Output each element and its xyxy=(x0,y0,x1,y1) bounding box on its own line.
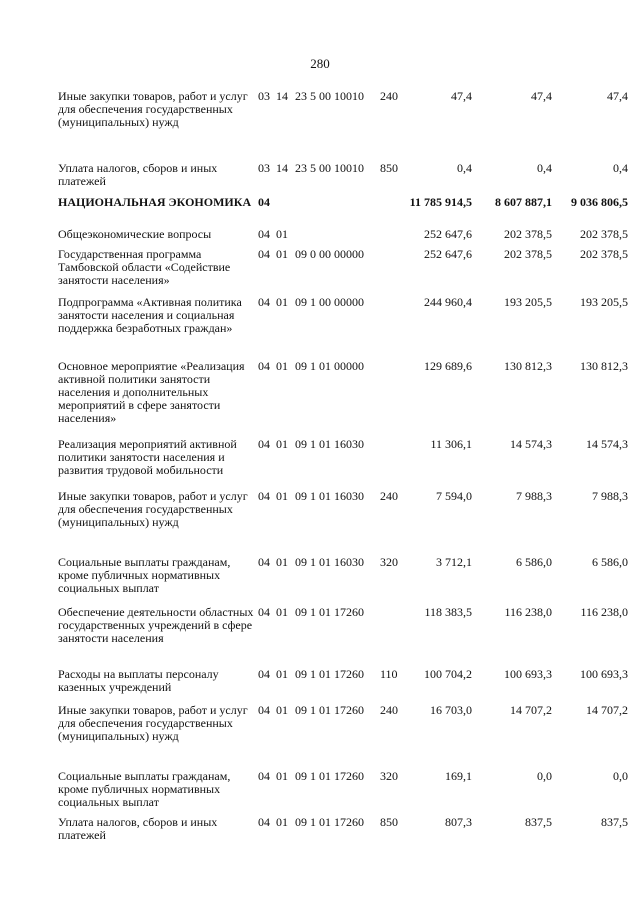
row-value-year1: 3 712,1 xyxy=(436,555,472,569)
row-name: Уплата налогов, сборов и иных платежей xyxy=(58,815,218,842)
row-name: Социальные выплаты гражданам, кроме публичных нормативных социальных выплат xyxy=(58,555,231,595)
row-value-year2: 14 707,2 xyxy=(510,703,552,717)
row-value-year1: 0,4 xyxy=(457,161,472,175)
row-value-year1: 129 689,6 xyxy=(424,359,472,373)
row-section: 03 xyxy=(258,89,270,103)
row-value-year2: 14 574,3 xyxy=(510,437,552,451)
row-value-year3: 130 812,3 xyxy=(580,359,628,373)
row-value-year3: 0,4 xyxy=(613,161,628,175)
row-value-year2: 100 693,3 xyxy=(504,667,552,681)
row-target-code: 09 1 01 16030 xyxy=(295,555,364,569)
row-value-year1: 252 647,6 xyxy=(424,227,472,241)
row-section: 04 xyxy=(258,769,270,783)
row-value-year3: 47,4 xyxy=(607,89,628,103)
row-section: 04 xyxy=(258,489,270,503)
row-value-year2: 116 238,0 xyxy=(504,605,552,619)
page-number: 280 xyxy=(310,56,330,71)
row-target-code: 09 1 01 16030 xyxy=(295,437,364,451)
row-target-code: 09 0 00 00000 xyxy=(295,247,364,261)
row-subsection: 01 xyxy=(276,555,288,569)
row-subsection: 14 xyxy=(276,89,288,103)
row-value-year3: 100 693,3 xyxy=(580,667,628,681)
row-section: 04 xyxy=(258,815,270,829)
row-value-year3: 14 574,3 xyxy=(586,437,628,451)
row-target-code: 09 1 01 16030 xyxy=(295,489,364,503)
row-section: 04 xyxy=(258,667,270,681)
row-expense-type: 850 xyxy=(380,161,398,175)
row-value-year2: 8 607 887,1 xyxy=(495,195,552,209)
row-section: 04 xyxy=(258,437,270,451)
row-value-year3: 9 036 806,5 xyxy=(571,195,628,209)
row-value-year2: 47,4 xyxy=(531,89,552,103)
row-value-year3: 0,0 xyxy=(613,769,628,783)
row-subsection: 01 xyxy=(276,769,288,783)
row-name: Основное мероприятие «Реализация активной политики занятости населения и дополнительных мероприятий в сфере занятости населения» xyxy=(58,359,245,425)
row-name: Иные закупки товаров, работ и услуг для обеспечения государственных (муниципальных) нужд xyxy=(58,89,248,129)
row-value-year2: 202 378,5 xyxy=(504,227,552,241)
row-target-code: 09 1 01 17260 xyxy=(295,605,364,619)
row-expense-type: 110 xyxy=(380,667,398,681)
row-expense-type: 240 xyxy=(380,703,398,717)
row-subsection: 14 xyxy=(276,161,288,175)
row-value-year3: 193 205,5 xyxy=(580,295,628,309)
row-section: 03 xyxy=(258,161,270,175)
row-section: 04 xyxy=(258,227,270,241)
row-value-year2: 837,5 xyxy=(525,815,552,829)
row-value-year1: 11 306,1 xyxy=(430,437,472,451)
row-value-year1: 244 960,4 xyxy=(424,295,472,309)
row-subsection: 01 xyxy=(276,359,288,373)
row-name: Государственная программа Тамбовской области «Содействие занятости населения» xyxy=(58,247,231,287)
row-value-year1: 7 594,0 xyxy=(436,489,472,503)
row-expense-type: 240 xyxy=(380,89,398,103)
row-target-code: 09 1 01 17260 xyxy=(295,769,364,783)
row-name: Реализация мероприятий активной политики занятости населения и развития трудовой мобильности xyxy=(58,437,237,477)
row-value-year3: 837,5 xyxy=(601,815,628,829)
row-target-code: 09 1 01 17260 xyxy=(295,815,364,829)
row-value-year1: 169,1 xyxy=(445,769,472,783)
row-target-code: 09 1 01 17260 xyxy=(295,667,364,681)
row-value-year3: 7 988,3 xyxy=(592,489,628,503)
row-subsection: 01 xyxy=(276,247,288,261)
row-name: Уплата налогов, сборов и иных платежей xyxy=(58,161,218,188)
row-subsection: 01 xyxy=(276,489,288,503)
row-name: Общеэкономические вопросы xyxy=(58,227,212,241)
row-value-year2: 0,4 xyxy=(537,161,552,175)
row-value-year2: 130 812,3 xyxy=(504,359,552,373)
row-name: НАЦИОНАЛЬНАЯ ЭКОНОМИКА xyxy=(58,195,252,209)
row-name: Иные закупки товаров, работ и услуг для обеспечения государственных (муниципальных) нужд xyxy=(58,489,248,529)
row-value-year1: 100 704,2 xyxy=(424,667,472,681)
row-name: Социальные выплаты гражданам, кроме публичных нормативных социальных выплат xyxy=(58,769,231,809)
row-subsection: 01 xyxy=(276,227,288,241)
row-value-year2: 202 378,5 xyxy=(504,247,552,261)
row-value-year1: 11 785 914,5 xyxy=(409,195,472,209)
row-value-year2: 7 988,3 xyxy=(516,489,552,503)
row-name: Иные закупки товаров, работ и услуг для обеспечения государственных (муниципальных) нужд xyxy=(58,703,248,743)
row-name: Подпрограмма «Активная политика занятости населения и социальная поддержка безработных граждан» xyxy=(58,295,242,335)
row-subsection: 01 xyxy=(276,703,288,717)
row-value-year1: 252 647,6 xyxy=(424,247,472,261)
row-section: 04 xyxy=(258,555,270,569)
row-value-year3: 6 586,0 xyxy=(592,555,628,569)
row-value-year2: 6 586,0 xyxy=(516,555,552,569)
row-target-code: 09 1 01 00000 xyxy=(295,359,364,373)
row-value-year1: 118 383,5 xyxy=(424,605,472,619)
row-value-year2: 0,0 xyxy=(537,769,552,783)
row-subsection: 01 xyxy=(276,605,288,619)
row-value-year1: 16 703,0 xyxy=(430,703,472,717)
row-section: 04 xyxy=(258,359,270,373)
row-expense-type: 320 xyxy=(380,769,398,783)
row-target-code: 09 1 01 17260 xyxy=(295,703,364,717)
row-section: 04 xyxy=(258,195,270,209)
row-section: 04 xyxy=(258,295,270,309)
row-subsection: 01 xyxy=(276,437,288,451)
row-value-year1: 807,3 xyxy=(445,815,472,829)
row-expense-type: 320 xyxy=(380,555,398,569)
row-expense-type: 850 xyxy=(380,815,398,829)
row-value-year1: 47,4 xyxy=(451,89,472,103)
row-expense-type: 240 xyxy=(380,489,398,503)
row-value-year3: 14 707,2 xyxy=(586,703,628,717)
row-value-year3: 202 378,5 xyxy=(580,247,628,261)
row-name: Обеспечение деятельности областных государственных учреждений в сфере занятости населения xyxy=(58,605,254,645)
row-section: 04 xyxy=(258,605,270,619)
row-subsection: 01 xyxy=(276,667,288,681)
row-target-code: 23 5 00 10010 xyxy=(295,161,364,175)
row-subsection: 01 xyxy=(276,295,288,309)
row-target-code: 23 5 00 10010 xyxy=(295,89,364,103)
row-section: 04 xyxy=(258,247,270,261)
row-subsection: 01 xyxy=(276,815,288,829)
row-name: Расходы на выплаты персоналу казенных учреждений xyxy=(58,667,219,694)
row-value-year3: 202 378,5 xyxy=(580,227,628,241)
row-value-year2: 193 205,5 xyxy=(504,295,552,309)
row-value-year3: 116 238,0 xyxy=(580,605,628,619)
row-target-code: 09 1 00 00000 xyxy=(295,295,364,309)
row-section: 04 xyxy=(258,703,270,717)
